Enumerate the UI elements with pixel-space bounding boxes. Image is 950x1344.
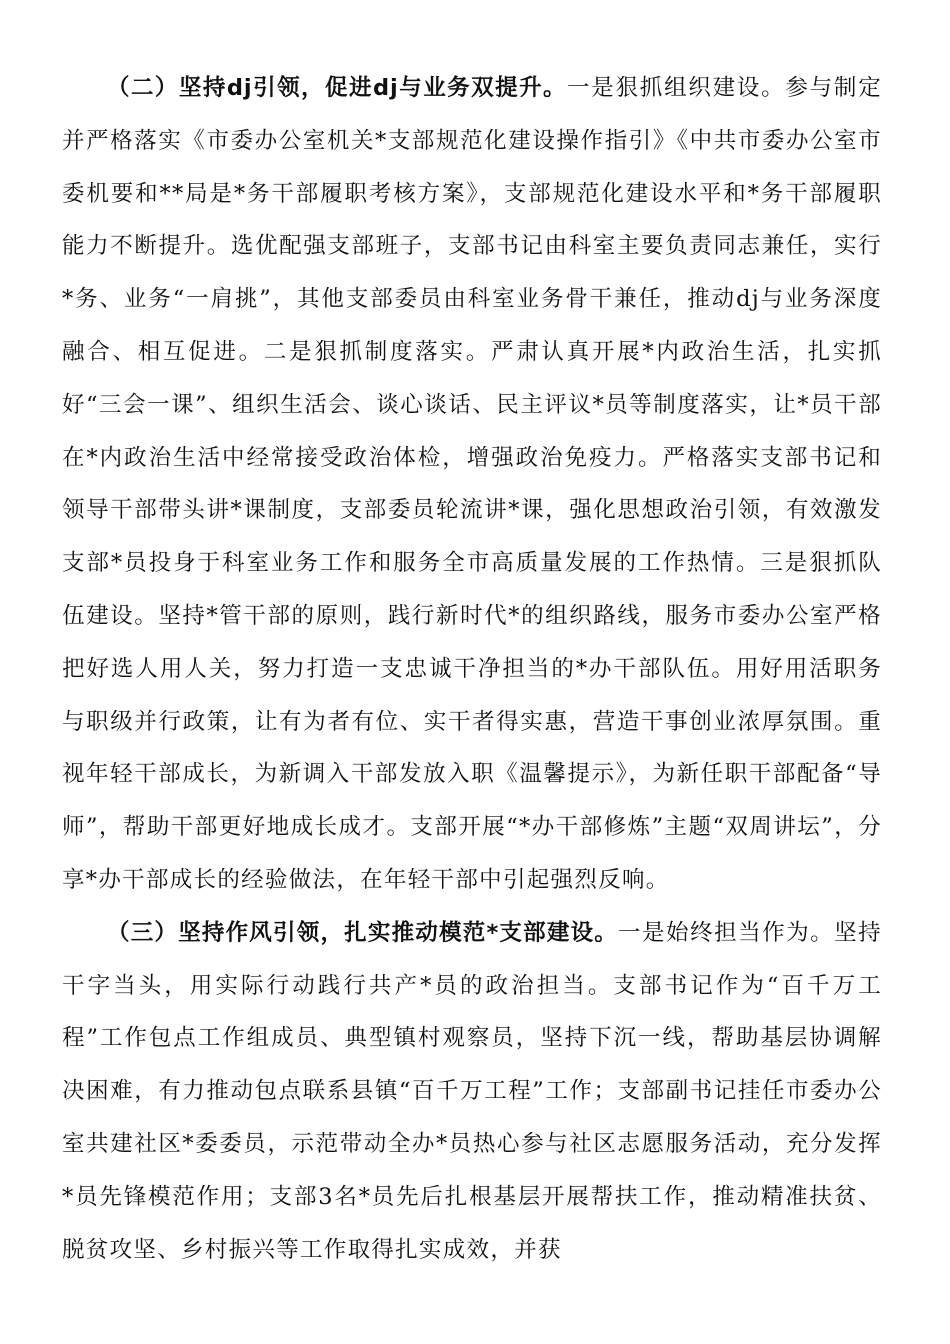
section-body-3: 一是始终担当作为。坚持干字当头，用实际行动践行共产*员的政治担当。支部书记作为“百千万工程”工作包点工作组成员、典型镇村观察员，坚持下沉一线，帮助基层协调解决困难，有力推动包点联系县镇“百千万工程”工作；支部副书记挂任市委办公室共建社区*委委员，示范带动全办*员热心参与社区志愿服务活动，充分发挥*员先锋模范作用；支部3名*员先后扎根基层开展帮扶工作，推动精准扶贫、脱贫攻坚、乡村振兴等工作取得扎实成效，并获 [62,919,882,1263]
section-heading-3: （三）坚持作风引领，扎实推动模范*支部建设。 [107,919,619,946]
section-paragraph-2 [62,62,882,907]
section-body-2: 一是狠抓组织建设。参与制定并严格落实《市委办公室机关*支部规范化建设操作指引》《中共市委办公室市委机要和**局是*务干部履职考核方案》，支部规范化建设水平和*务干部履职能力不断提升。选优配强支部班子，支部书记由科室主要负责同志兼任，实行*务、业务“一肩挑”，其他支部委员由科室业务骨干兼任，推动dj与业务深度融合、相互促进。二是狠抓制度落实。严肃认真开展*内政治生活，扎实抓好“三会一课”、组织生活会、谈心谈话、民主评议*员等制度落实，让*员干部在*内政治生活中经常接受政治体检，增强政治免疫力。严格落实支部书记和领导干部带头讲*课制度，支部委员轮流讲*课，强化思想政治引领，有效激发支部*员投身于科室业务工作和服务全市高质量发展的工作热情。三是狠抓队伍建设。坚持*管干部的原则，践行新时代*的组织路线，服务市委办公室严格把好选人用人关，努力打造一支忠诚干净担当的*办干部队伍。用好用活职务与职级并行政策，让有为者有位、实干者得实惠，营造干事创业浓厚氛围。重视年轻干部成长，为新调入干部发放入职《温馨提示》，为新任职干部配备“导师”，帮助干部更好地成长成才。支部开展“*办干部修炼”主题“双周讲坛”，分享*办干部成长的经验做法，在年轻干部中引起强烈反响。 [62,75,882,893]
section-heading-2: （二）坚持dj引领，促进dj与业务双提升。 [107,75,567,101]
document-body [62,62,882,1276]
section-paragraph-3 [62,907,882,1277]
